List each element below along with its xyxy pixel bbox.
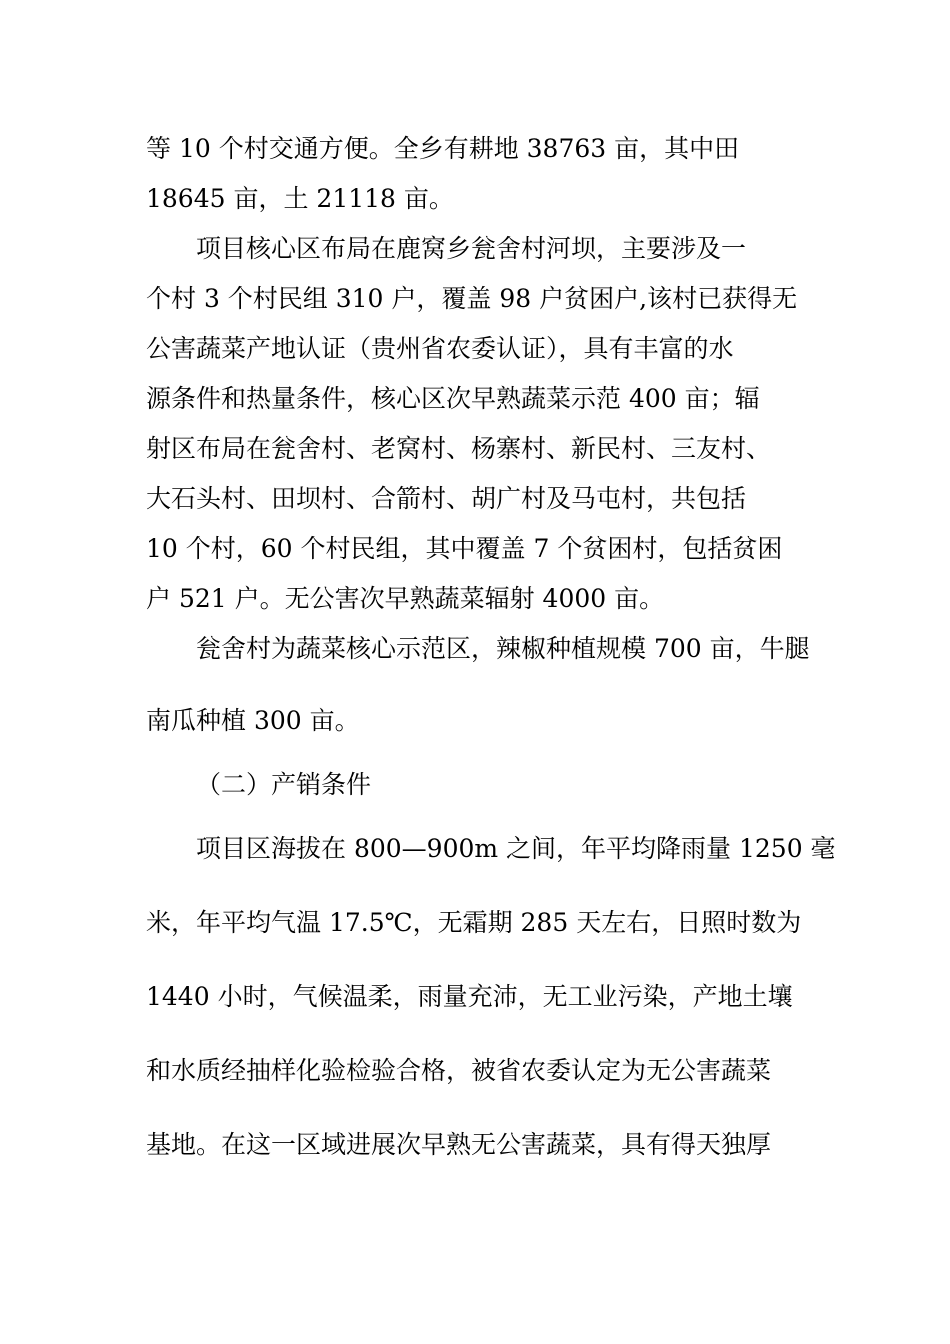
text-line: 瓮舍村为蔬菜核心示范区，辣椒种植规模 700 亩，牛腿 — [196, 634, 810, 663]
section-heading: （二）产销条件 — [196, 770, 372, 799]
text-line: 南瓜种植 300 亩。 — [146, 706, 360, 735]
text-line: 米，年平均气温 17.5℃，无霜期 285 天左右，日照时数为 — [146, 908, 802, 937]
text-line: 基地。在这一区域进展次早熟无公害蔬菜，具有得天独厚 — [146, 1130, 772, 1159]
text-line: 项目区海拔在 800—900m 之间，年平均降雨量 1250 毫 — [196, 834, 836, 863]
text-line: 和水质经抽样化验检验合格，被省农委认定为无公害蔬菜 — [146, 1056, 772, 1085]
text-line: 10 个村，60 个村民组，其中覆盖 7 个贫困村，包括贫困 — [146, 534, 783, 563]
text-line: 源条件和热量条件，核心区次早熟蔬菜示范 400 亩；辐 — [146, 384, 760, 413]
text-line: 18645 亩，土 21118 亩。 — [146, 184, 454, 213]
text-line: 项目核心区布局在鹿窝乡瓮舍村河坝，主要涉及一 — [196, 234, 747, 263]
text-line: 大石头村、田坝村、合箭村、胡广村及马屯村，共包括 — [146, 484, 747, 513]
text-line: 射区布局在瓮舍村、老窝村、杨寨村、新民村、三友村、 — [146, 434, 772, 463]
text-line: 公害蔬菜产地认证（贵州省农委认证），具有丰富的水 — [146, 334, 734, 363]
text-line: 等 10 个村交通方便。全乡有耕地 38763 亩，其中田 — [146, 134, 740, 163]
text-line: 1440 小时，气候温柔，雨量充沛，无工业污染，产地土壤 — [146, 982, 793, 1011]
text-line: 户 521 户。无公害次早熟蔬菜辐射 4000 亩。 — [146, 584, 665, 613]
text-line: 个村 3 个村民组 310 户，覆盖 98 户贫困户,该村已获得无 — [146, 284, 798, 313]
